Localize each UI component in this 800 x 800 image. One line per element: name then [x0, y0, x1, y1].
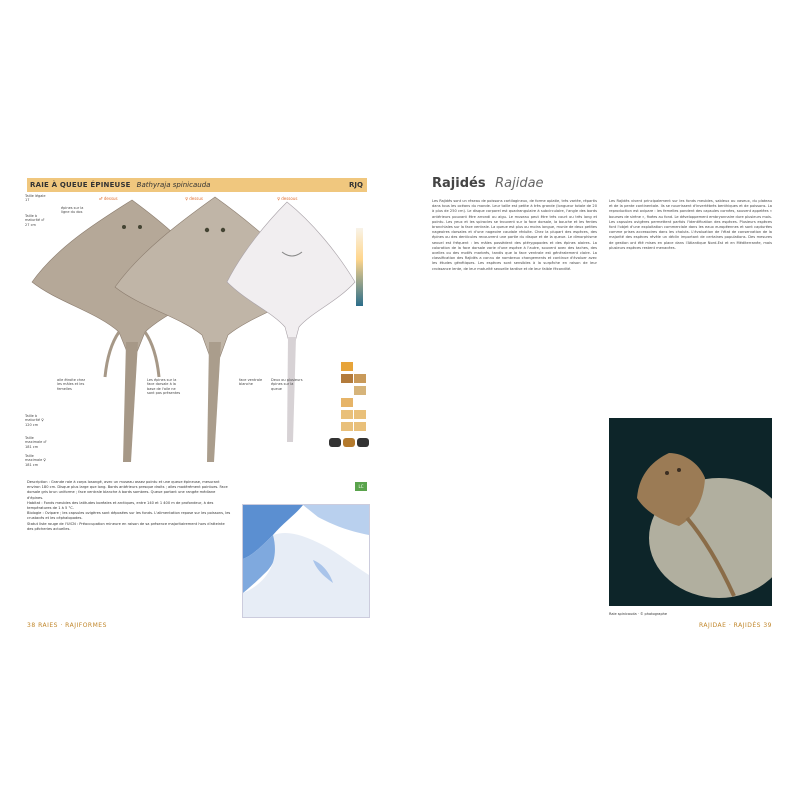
annotation-white-ventral: face ventrale blanche: [239, 378, 263, 387]
right-footer: [699, 622, 772, 629]
species-illustration: [25, 192, 379, 467]
season-swatch: [354, 410, 366, 419]
species-header-bar: [27, 178, 367, 192]
annotation-tail-spines: Deux ou plusieurs épines sur la queue: [271, 378, 303, 391]
species-name: RAIE À QUEUE ÉPINEUSE: [30, 181, 131, 189]
photo-caption: Raie spinicauda · © photographe: [609, 612, 668, 616]
size-label-legal: Taille légale 17: [25, 194, 46, 203]
family-scientific-name: Rajidae: [495, 176, 544, 191]
view-label-male-dorsal: ♂ dessus: [99, 196, 118, 201]
left-footer: [27, 622, 107, 629]
description-text: Description : Grande raie à corps losangé, avec un museau assez pointu et une queue épineuse, mesurant environ 180 cm. Disque plus large que long. Bords antérieurs presque droits ; ailes modérément pointues. Face dorsale gris brun uniforme ; face ventrale blanche à bords sombres. Queue portant une rangée médiane d'épines.: [27, 480, 228, 500]
species-code: RJQ: [349, 181, 363, 189]
left-section-name: RAIES · RAJIFORMES: [38, 622, 107, 629]
family-title: [432, 176, 544, 191]
season-swatch: [341, 398, 353, 407]
right-page-number: 39: [763, 622, 772, 629]
depth-scale-bar: [356, 228, 363, 306]
season-swatch: [341, 410, 353, 419]
annotation-no-spines: Les épines sur la face dorsale à la base de l'aile ne sont pas présentes: [147, 378, 181, 396]
size-label-maturity-female: Taille à maturité ♀ 120 cm: [25, 414, 44, 427]
left-page-number: 38: [27, 622, 36, 629]
season-swatch: [341, 422, 353, 431]
distribution-map-svg: [243, 505, 369, 617]
diet-icon: [343, 438, 355, 447]
family-name: Rajidés: [432, 176, 486, 191]
size-label-max-female: Taille maximale ♀ 181 cm: [25, 454, 46, 467]
text-column-2: Les Rajidés vivent principalement sur les fonds meubles, sableux ou vaseux, du plateau et de la pente continentale. Ils se nourrissent d'invertébrés benthiques et de poissons. La reproduction est ovipare : les femelles pondent des capsules cornées, souvent appelées « bourses de sirène », fixées au fond. Le développement embryonnaire dure plusieurs mois. Les capsules ovigères permettent parfois l'identification des espèces. Plusieurs espèces font l'objet d'une exploitation commerciale dans les eaux européennes et sont capturées comme prises accessoires dans les chaluts. L'évaluation de l'état de conservation de la majorité des espèces révèle un déclin important de certaines populations. Des mesures de gestion ont été mises en place dans l'Atlantique Nord-Est et en Méditerranée, mais plusieurs espèces restent menacées.: [609, 199, 772, 250]
photo-svg: [609, 418, 772, 606]
annotation-spines-back: épines sur la ligne du dos: [61, 206, 84, 215]
status-text: Statut liste rouge de l'UICN : Préoccupation mineure en raison de sa présence majoritairement hors d'atteinte des pêcheries actuelles.: [27, 521, 225, 531]
substrate-swatch: [354, 374, 366, 383]
size-label-maturity-male: Taille à maturité ♂ 27 cm: [25, 214, 45, 227]
left-page: [27, 172, 382, 642]
text-column-1: Les Rajidés sont un réseau de poissons cartilagineux, de forme aplatie, très variée, répartis dans tous les océans du monde. Leur taille est petite à très grande (longueur totale de 20 à plus de 250 cm). Le disque corporel est quadrangulaire à subcirculaire, l'angle des bords antérieurs pouvant être arrondi ou aigu. Le museau peut être très court ou très long et pointu. Les yeux et les spiracles se trouvent sur la face dorsale, la bouche et les fentes branchiales sur la face ventrale. La queue est plus ou moins longue, munie de deux petites nageoires dorsales et d'une nageoire caudale réduite. Chez la plupart des espèces, des épines ou des denticules recouvrent une partie du disque et de la queue. Le dimorphisme sexuel est fréquent : les mâles possèdent des ptérygopodes et des épines alaires. La coloration de la face dorsale varie d'une espèce à l'autre, souvent avec des taches, des ocelles ou des motifs marbrés, tandis que la face ventrale est généralement claire. La classification des Rajidés a connu de nombreux changements et continue d'évoluer avec les études génétiques. Les espèces sont sensibles à la surpêche en raison de leur croissance lente, de leur maturité sexuelle tardive et de leur faible fécondité.: [432, 199, 597, 271]
substrate-swatch: [341, 374, 353, 383]
view-label-female-dorsal: ♀ dessus: [185, 196, 203, 201]
biology-text: Biologie : Ovipare ; les capsules ovigères sont déposées sur les fonds. L'alimentation repose sur les poissons, les crustacés et les céphalopodes.: [27, 511, 231, 521]
habitat-text: Habitat : Fonds meubles des latitudes boréales et arctiques, entre 140 et 1 400 m de profondeur, à des températures de 1 à 5 °C.: [27, 500, 214, 511]
right-section-name: RAJIDAE · RAJIDÉS: [698, 622, 761, 629]
ray-drawings-svg: [27, 192, 379, 464]
distribution-map: [242, 504, 370, 618]
depth-swatch: [341, 362, 353, 371]
season-swatch: [354, 422, 366, 431]
species-description: [27, 480, 232, 532]
ray-photograph: [609, 418, 772, 606]
size-label-max-male: Taille maximale ♂ 181 cm: [25, 436, 47, 449]
diet-icon: [357, 438, 369, 447]
view-label-female-ventral: ♀ dessous: [277, 196, 298, 201]
right-page: [432, 172, 772, 642]
diet-icon: [329, 438, 341, 447]
species-scientific-name: Bathyraja spinicauda: [136, 181, 211, 189]
iucn-status-badge: LC: [355, 482, 367, 491]
annotation-narrow-wing: aile étroite chez les mâles et les femelles: [57, 378, 86, 391]
substrate-swatch: [354, 386, 366, 395]
